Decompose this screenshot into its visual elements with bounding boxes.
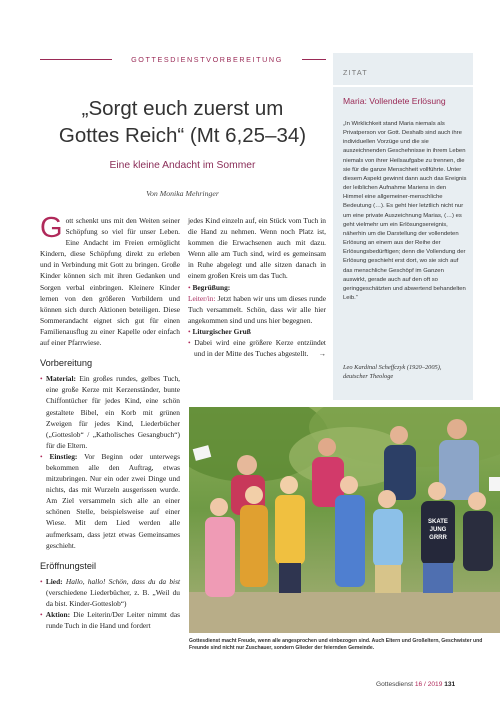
list-item-lied: • Lied: Hallo, hallo! Schön, dass du da bist (verschiedene Liederbücher, z. B. „Weil du da bist. Kinder-Gotteslob“) xyxy=(40,576,180,608)
intro-paragraph: Gott schenkt uns mit den Weiten seiner Schöpfung so viel für unser Leben. Eine Andacht im Freien ermöglicht Kindern, diese Schöpfung direkt zu erleben und in Verbindung mit Gott zu bringen. Große Kinder können sich mit ihren Gedanken und Sorgen verbal einbringen. Kleinere Kinder lernen von den größeren Vorbildern und können sich durch Aktionen beteiligen. Diese Sommerandacht eignet sich gut für einen Familienausflug zu einer Kapelle oder einfach auf einer Pfarrwiese. xyxy=(40,212,180,348)
photo-illustration xyxy=(189,407,500,633)
bullet-dot: • xyxy=(188,338,191,348)
title-line-1: „Sorgt euch zuerst um xyxy=(81,97,284,120)
section-rule-left xyxy=(40,59,112,60)
sidebar-quote: „In Wirklichkeit stand Maria niemals als Privatperson vor Gott. Deshalb sind auch ihre individuellen Vorzüge und die sie auszeichnenden Geschehnisse in ihrem Leben niemals von ihrer Heilsaufgabe zu trennen, die sie für die ganze Menschheit vollführte. Unter diesem Aspekt gewinnt dann auch das Ereignis der leiblichen Aufnahme Mariens in den Himmel eine allgemeiner-menschliche Bedeutung (…). Es geht hier letztlich nicht nur um eine private Auszeichnung Marias, (…) es geht vielmehr um ein Erlösungsereignis, näherhin um die Darstellung der vollendeten Erlösung an einem aus der Reihe der Erlösungsbedürftigen; denn die Vollendung der Erlösung geschieht erst dort, wo sie sich auf das menschliche Geschöpf im Ganzen auswirkt, gerade auch auf den oft so geringgeschätzten und abwertend behandelten Leib.“ xyxy=(343,121,467,301)
shirt-text-3: GRRR xyxy=(429,535,447,541)
bullet-dot: • xyxy=(188,282,191,292)
quote-sidebar xyxy=(333,53,473,400)
continue-arrow-icon: → xyxy=(318,349,326,359)
title-line-2: Gottes Reich“ (Mt 6,25–34) xyxy=(58,124,307,147)
leitung-paragraph: Leiter/in: Jetzt haben wir uns um dieses runde Tuch versammelt. Schön, dass wir alle hier angekommen sind und uns hier begegnen. xyxy=(188,293,326,325)
photo-children-singing xyxy=(189,407,500,633)
sidebar-source xyxy=(343,363,467,381)
article-author: Von Monika Mehringer xyxy=(146,189,219,198)
bullet-dot: • xyxy=(188,326,191,336)
bullet-dot: • xyxy=(40,451,43,461)
text-column-1 xyxy=(40,212,180,631)
list-item-gruss: • Liturgischer Gruß xyxy=(188,326,251,336)
shirt-text-2: JUNG xyxy=(429,527,447,533)
list-item-einstieg: • Einstieg: Vor Beginn oder unterwegs bekommen alle den Auftrag, etwas mitzubringen. Nur ein oder zwei Dinge und nichts, das mit Wurzeln ausgerissen wurde. Am Ziel versammeln sich alle an einer schönen Stelle, beispielsweise auf einer Wiese. Mit dem Lied werden alle aufmerksam, dass jetzt etwas Gemeinsames geschieht. xyxy=(40,451,180,550)
source-name: Leo Kardinal Scheffczyk (1920–2005), xyxy=(343,364,442,371)
section-rule-right xyxy=(302,59,326,60)
text-column-2 xyxy=(188,215,326,359)
footer-issue: 16 / 2019 xyxy=(414,681,443,688)
photo-caption: Gottesdienst macht Freude, wenn alle angesprochen und einbezogen sind. Auch Eltern und Großeltern, Geschwister und Freunde sind nicht nur Zuschauer, sondern Glieder der feiernden Gemeinde. xyxy=(189,638,483,652)
list-item-aktion: • Aktion: Die Leiterin/Der Leiter nimmt das runde Tuch in die Hand und fordert xyxy=(40,610,180,631)
article-title xyxy=(35,95,330,149)
dropcap: G xyxy=(40,212,63,244)
sidebar-divider xyxy=(333,85,473,87)
article-subtitle: Eine kleine Andacht im Sommer xyxy=(109,160,256,171)
sidebar-heading: Maria: Vollendete Erlösung xyxy=(343,96,446,106)
section-label: GOTTESDIENSTVORBEREITUNG xyxy=(131,55,283,64)
shirt-text-1: SKATE xyxy=(428,519,448,525)
sidebar-tag: ZITAT xyxy=(343,68,368,77)
bullet-dot: • xyxy=(40,610,43,620)
footer-page-number: 131 xyxy=(444,681,456,688)
col2-paragraph: jedes Kind einzeln auf, ein Stück vom Tuch in die Hand zu nehmen. Wenn noch Platz ist, kommen die Erwachsenen auch mit dazu. Wenn alle am Tuch sind, wird es gemeinsam in Ruhe abgelegt und alle sitzen danach in einem großen Kreis um das Tuch. xyxy=(188,216,326,281)
footer-magazine: Gottesdienst xyxy=(376,681,414,688)
heading-vorbereitung: Vorbereitung xyxy=(40,358,93,369)
page-footer xyxy=(376,681,455,688)
list-item-kerze: • Dabei wird eine größere Kerze entzündet und in der Mitte des Tuches abgestellt. → xyxy=(188,338,326,359)
bullet-dot: • xyxy=(40,576,43,586)
source-role: deutscher Theologe xyxy=(343,373,394,380)
bullet-dot: • xyxy=(40,374,43,384)
list-item-material: • Material: Ein großes rundes, gelbes Tuch, eine große Kerze mit Kerzenständer, bunte Chiffontücher für jedes Kind, eine schön gestaltete Bibel, ein Korb mit grünen Zweigen für jedes Kind, Liederbücher („Gotteslob“ / „Katholisches Gesangbuch“) für die Eltern. xyxy=(40,374,180,450)
heading-eroeffnung: Eröffnungsteil xyxy=(40,560,97,571)
list-item-begruessung: • Begrüßung: xyxy=(188,282,231,292)
